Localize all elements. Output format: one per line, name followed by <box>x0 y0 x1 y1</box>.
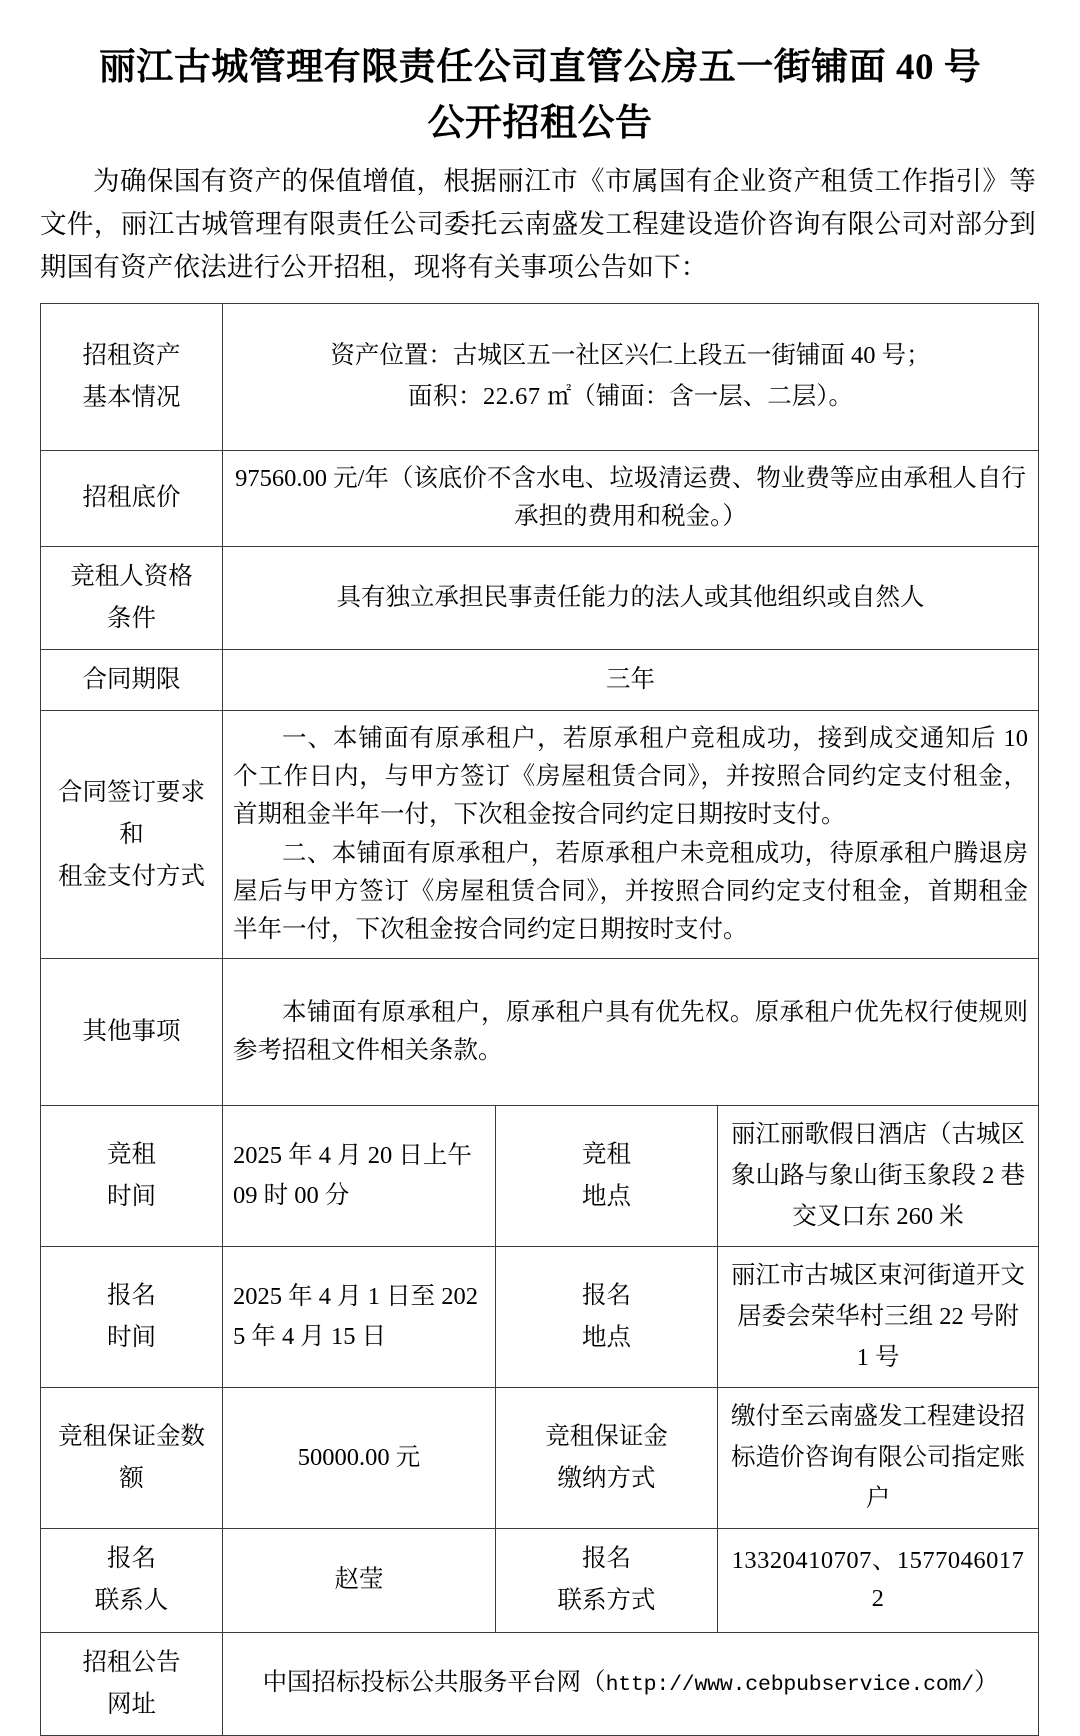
label-line-2: 地点 <box>582 1324 631 1352</box>
row-label-bid-place <box>496 1106 718 1247</box>
row-label-signup-time <box>41 1247 223 1388</box>
label-line-1: 报名 <box>107 1282 156 1310</box>
row-value-asset-basic-info <box>223 304 1039 451</box>
label-line-2: 联系人 <box>94 1587 169 1615</box>
contract-signing-paragraph-1: 一、本铺面有原承租户，若原承租户竞租成功，接到成交通知后 10 个工作日内，与甲方签订《房屋租赁合同》，并按照合同约定支付租金，首期租金半年一付，下次租金按合同约定日期按时支付。 <box>233 725 1029 829</box>
label-line-1: 报名 <box>582 1545 631 1573</box>
table-row-contract-term <box>41 649 1039 710</box>
label-line-2: 网址 <box>107 1690 156 1718</box>
label-line-2: 联系方式 <box>557 1587 656 1615</box>
label-line-1: 竞租 <box>107 1141 156 1169</box>
label-line-1: 报名 <box>582 1282 631 1310</box>
row-value-contract-term: 三年 <box>223 649 1039 710</box>
page-title <box>0 0 1080 152</box>
label-line-2: 时间 <box>107 1324 156 1352</box>
row-value-contract-signing <box>223 711 1039 959</box>
row-label-signup-contact <box>41 1529 223 1632</box>
row-value-announcement-url <box>223 1632 1039 1735</box>
row-label-signup-place <box>496 1247 718 1388</box>
row-value-bid-place: 丽江丽歌假日酒店（古城区象山路与象山街玉象段 2 巷交叉口东 260 米 <box>718 1106 1039 1247</box>
table-row-deposit <box>41 1388 1039 1529</box>
table-row-bid-time-place <box>41 1106 1039 1247</box>
row-label-bidder-qualification <box>41 546 223 649</box>
row-label-contract-term: 合同期限 <box>41 649 223 710</box>
row-label-deposit-amount: 竞租保证金数额 <box>41 1388 223 1529</box>
contract-signing-paragraph-2: 二、本铺面有原承租户，若原承租户未竞租成功，待原承租户腾退房屋后与甲方签订《房屋租赁合同》，并按照合同约定支付租金，首期租金半年一付，下次租金按合同约定日期按时支付。 <box>233 839 1029 944</box>
row-label-other-matters: 其他事项 <box>41 959 223 1106</box>
row-value-bidder-qualification: 具有独立承担民事责任能力的法人或其他组织或自然人 <box>223 546 1039 649</box>
row-label-announcement-url <box>41 1632 223 1735</box>
label-line-2: 基本情况 <box>82 384 181 412</box>
label-line-2: 租金支付方式 <box>58 862 205 890</box>
row-label-deposit-method <box>496 1388 718 1529</box>
page-title-line-2: 公开招租公告 <box>427 103 653 145</box>
asset-area-note: （铺面：含一层、二层）。 <box>571 383 853 411</box>
row-value-signup-phone: 13320410707、15770460172 <box>718 1529 1039 1632</box>
notice-table <box>40 303 1039 1736</box>
page-title-line-1: 丽江古城管理有限责任公司直管公房五一街铺面 40 号 <box>98 47 982 88</box>
table-row-announcement-url <box>41 1632 1039 1735</box>
row-value-signup-place: 丽江市古城区束河街道开文居委会荣华村三组 22 号附 1 号 <box>718 1247 1039 1388</box>
label-line-1: 合同签订要求和 <box>58 778 205 848</box>
row-label-base-price: 招租底价 <box>41 451 223 546</box>
square-meter-unit: ㎡ <box>547 384 572 411</box>
row-value-deposit-method: 缴付至云南盛发工程建设招标造价咨询有限公司指定账户 <box>718 1388 1039 1529</box>
label-line-2: 条件 <box>107 604 156 632</box>
row-label-contract-signing <box>41 711 223 959</box>
label-line-1: 竞租保证金 <box>545 1423 668 1451</box>
label-line-2: 地点 <box>582 1183 631 1211</box>
row-label-bid-time <box>41 1106 223 1247</box>
row-value-deposit-amount: 50000.00 元 <box>223 1388 496 1529</box>
row-label-signup-phone <box>496 1529 718 1632</box>
label-line-2: 缴纳方式 <box>557 1465 656 1493</box>
table-row-contract-signing <box>41 711 1039 959</box>
row-value-other-matters <box>223 959 1039 1106</box>
announcement-url-link[interactable]: http://www.cebpubservice.com/ <box>605 1673 974 1698</box>
label-line-1: 报名 <box>107 1545 156 1573</box>
table-row-bidder-qualification <box>41 546 1039 649</box>
table-row-other-matters <box>41 959 1039 1106</box>
table-row-signup-contact <box>41 1529 1039 1632</box>
asset-area-value: 面积：22.67 <box>408 383 548 411</box>
row-value-bid-time: 2025 年 4 月 20 日上午 09 时 00 分 <box>223 1106 496 1247</box>
table-row-signup-time-place <box>41 1247 1039 1388</box>
label-line-1: 招租公告 <box>82 1648 181 1676</box>
label-line-1: 招租资产 <box>82 342 181 370</box>
row-label-asset-basic-info <box>41 304 223 451</box>
row-value-signup-time: 2025 年 4 月 1 日至 2025 年 4 月 15 日 <box>223 1247 496 1388</box>
label-line-1: 竞租人资格 <box>70 562 193 590</box>
table-row-base-price <box>41 451 1039 546</box>
row-value-signup-contact: 赵莹 <box>223 1529 496 1632</box>
asset-location-text: 资产位置：古城区五一社区兴仁上段五一街铺面 40 号； <box>330 342 931 370</box>
asset-area-text <box>233 377 1028 418</box>
label-line-2: 时间 <box>107 1183 156 1211</box>
announcement-url-prefix: 中国招标投标公共服务平台网（ <box>262 1669 606 1697</box>
notice-table-wrap <box>0 289 1080 1736</box>
other-matters-text: 本铺面有原承租户，原承租户具有优先权。原承租户优先权行使规则参考招租文件相关条款。 <box>233 999 1029 1065</box>
announcement-url-suffix: ） <box>973 1669 999 1697</box>
intro-paragraph: 为确保国有资产的保值增值，根据丽江市《市属国有企业资产租赁工作指引》等文件，丽江古城管理有限责任公司委托云南盛发工程建设造价咨询有限公司对部分到期国有资产依法进行公开招租，现将有关事项公告如下： <box>40 166 1036 283</box>
label-line-1: 竞租 <box>582 1141 631 1169</box>
table-row-asset-basic-info <box>41 304 1039 451</box>
row-value-base-price: 97560.00 元/年（该底价不含水电、垃圾清运费、物业费等应由承租人自行承担的费用和税金。） <box>223 451 1039 546</box>
